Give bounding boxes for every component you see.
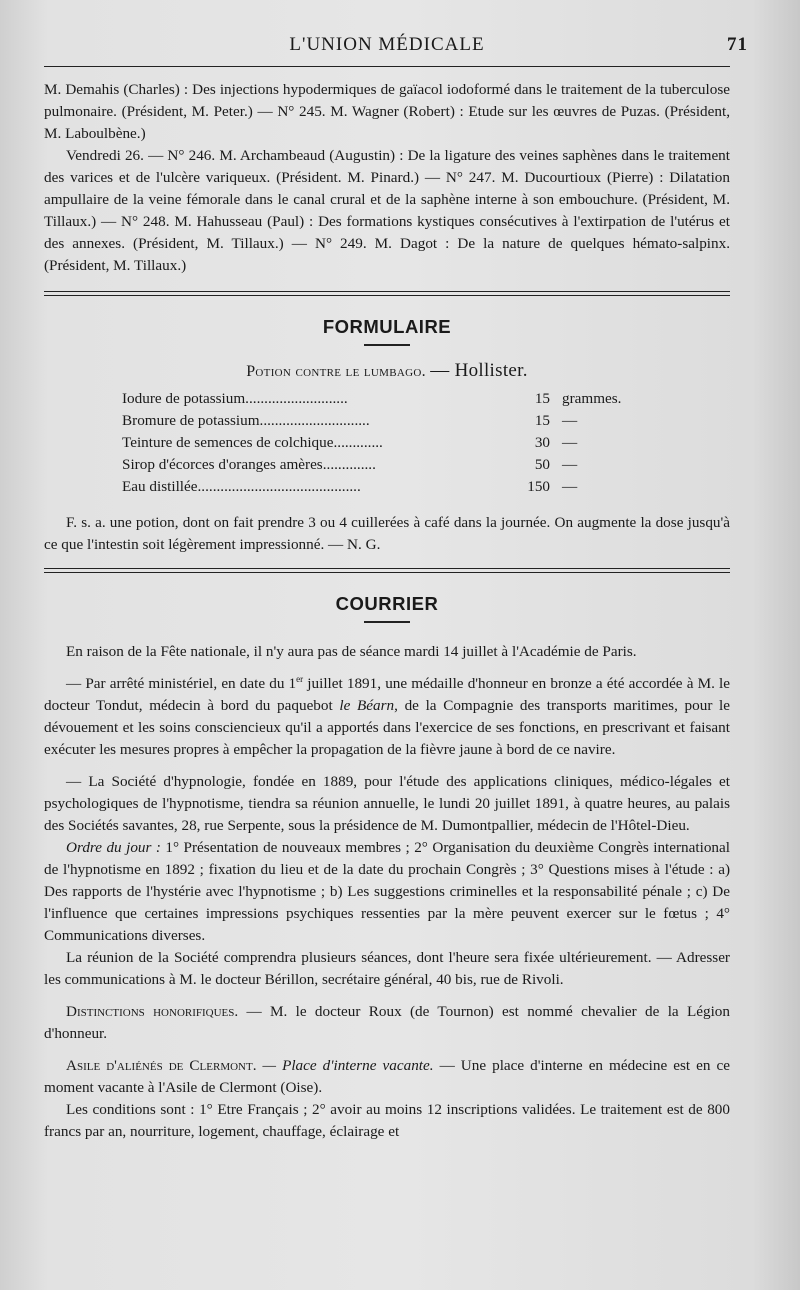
ingredient-unit: — bbox=[562, 412, 578, 429]
asile-label: Asile d'aliénés de Clermont. bbox=[66, 1057, 257, 1074]
recipe-row bbox=[122, 410, 642, 432]
ingredient-quantity: 30 bbox=[534, 434, 550, 451]
ingredient-quantity: 15 bbox=[534, 412, 550, 429]
ship-name: le Béarn bbox=[339, 697, 395, 714]
recipe-row bbox=[122, 388, 642, 410]
theses-paragraph-2: Vendredi 26. — N° 246. M. Archambeaud (Augustin) : De la ligature des veines saphènes dans le traitement des varices et de l'ulcère variqueux. (Président. M. Pinard.) — N° 247. M. Ducourtioux (Pierre) : Dilatation ampullaire de la veine fémorale dans le canal crural et de la saphène interne à son embouchure. (Président, M. Tillaux.) — N° 248. M. Hahusseau (Paul) : Des formations kystiques consécutives à l'extirpation de l'utérus et des annexes. (Président, M. Tillaux.) — N° 249. M. Dagot : De la nature de quelques hémato-salpinx. (Président, M. Tillaux.) bbox=[44, 147, 730, 274]
potion-name: Potion contre le lumbago. bbox=[246, 363, 426, 380]
header-rule bbox=[44, 66, 730, 67]
courrier-underline bbox=[364, 621, 410, 623]
ingredient-unit: — bbox=[562, 456, 578, 473]
formulaire-underline bbox=[364, 344, 410, 346]
ingredient-name: Iodure de potassium bbox=[122, 390, 246, 407]
ingredient-name: Sirop d'écorces d'oranges amères bbox=[122, 456, 323, 473]
courrier-paragraph-asile: Asile d'aliénés de Clermont. — Place d'interne vacante. — Une place d'interne en médecine est en ce moment vacante à l'Asile de Clermont (Oise). bbox=[44, 1057, 730, 1096]
potion-heading bbox=[44, 360, 730, 382]
running-header bbox=[44, 32, 748, 66]
journal-title: L'UNION MÉDICALE bbox=[289, 34, 485, 55]
courrier-heading: COURRIER bbox=[335, 593, 439, 614]
asile-place: — Place d'interne vacante. bbox=[256, 1057, 434, 1074]
theses-list bbox=[44, 79, 730, 277]
leader-dots: ............................. bbox=[259, 412, 370, 429]
courrier-section bbox=[44, 593, 730, 1143]
recipe-table bbox=[122, 388, 642, 498]
courrier-paragraph-academie: En raison de la Fête nationale, il n'y aura pas de séance mardi 14 juillet à l'Académie de Paris. bbox=[66, 643, 637, 660]
courrier-paragraph-distinctions: Distinctions honorifiques. — M. le docteur Roux (de Tournon) est nommé chevalier de la Légion d'honneur. bbox=[44, 1003, 730, 1042]
ingredient-quantity: 50 bbox=[534, 456, 550, 473]
leader-dots: ............. bbox=[333, 434, 383, 451]
courrier-paragraph-hypnologie: — La Société d'hypnologie, fondée en 1889, pour l'étude des applications cliniques, médico-légales et psychologiques de l'hypnotisme, tiendra sa réunion annuelle, le lundi 20 juillet 1891, à quatre heures, au palais des Sociétés savantes, 28, rue Serpente, sous la présidence de M. Dumontpallier, médecin de l'Hôtel-Dieu. bbox=[44, 773, 730, 834]
recipe-row bbox=[122, 454, 642, 476]
leader-dots: ........................... bbox=[245, 390, 348, 407]
section-divider bbox=[44, 568, 730, 573]
ingredient-name: Bromure de potassium bbox=[122, 412, 260, 429]
recipe-row bbox=[122, 476, 642, 498]
courrier-paragraph-medaille: — Par arrêté ministériel, en date du 1er juillet 1891, une médaille d'honneur en bronze a été accordée à M. le docteur Tondut, médecin à bord du paquebot le Béarn, de la Compagnie des transports maritimes, pour le dévouement et les soins consciencieux qu'il a apportés dans l'exercice de ses fonctions, en prescrivant et faisant exécuter les mesures propres à empêcher la propagation de la fièvre jaune à bord de ce navire. bbox=[44, 673, 730, 758]
courrier-paragraph-reunion: La réunion de la Société comprendra plusieurs séances, dont l'heure sera fixée ultérieurement. — Adresser les communications à M. le docteur Bérillon, secrétaire général, 40 bis, rue de Rivoli. bbox=[44, 949, 730, 988]
ingredient-quantity: 15 bbox=[534, 390, 550, 407]
ingredient-unit: — bbox=[562, 434, 578, 451]
recipe-row bbox=[122, 432, 642, 454]
leader-dots: .............. bbox=[322, 456, 376, 473]
potion-instructions: F. s. a. une potion, dont on fait prendre 3 ou 4 cuillerées à café dans la journée. On augmente la dose jusqu'à ce que l'intestin soit légèrement impressionné. — N. G. bbox=[44, 514, 730, 553]
section-divider bbox=[44, 291, 730, 296]
courrier-paragraph-conditions: Les conditions sont : 1° Etre Français ; 2° avoir au moins 12 inscriptions validées. Le traitement est de 800 francs par an, nourriture, logement, chauffage, éclairage et bbox=[44, 1101, 730, 1140]
courrier-paragraph-ordre: Ordre du jour : 1° Présentation de nouveaux membres ; 2° Organisation du deuxième Congrès international de l'hypnotisme en 1892 ; fixation du lieu et de la date du prochain Congrès ; 3° Questions mises à l'étude : a) Des rapports de l'hystérie avec l'hypnotisme ; b) Les suggestions criminelles et la responsabilité pénale ; c) De l'influence que certaines impressions psychiques ressenties par la mère peuvent exercer sur le fœtus ; 4° Communications diverses. bbox=[44, 839, 730, 944]
leader-dots: ........................................... bbox=[197, 478, 361, 495]
formulaire-section bbox=[44, 316, 730, 556]
ingredient-unit: — bbox=[562, 478, 578, 495]
distinctions-label: Distinctions honorifiques. bbox=[66, 1003, 239, 1020]
theses-paragraph-1: M. Demahis (Charles) : Des injections hypodermiques de gaïacol iodoformé dans le traitement de la tuberculose pulmonaire. (Président, M. Peter.) — N° 245. M. Wagner (Robert) : Etude sur les œuvres de Puzas. (Président, M. Laboulbène.) bbox=[44, 81, 730, 142]
ordre-label: Ordre du jour : bbox=[66, 839, 161, 856]
potion-author: — Hollister. bbox=[430, 360, 528, 381]
ingredient-unit: grammes. bbox=[562, 390, 622, 407]
ingredient-quantity: 150 bbox=[527, 478, 550, 495]
formulaire-heading: FORMULAIRE bbox=[322, 316, 452, 337]
ingredient-name: Eau distillée bbox=[122, 478, 198, 495]
ingredient-name: Teinture de semences de colchique bbox=[122, 434, 334, 451]
page-number: 71 bbox=[727, 34, 748, 55]
